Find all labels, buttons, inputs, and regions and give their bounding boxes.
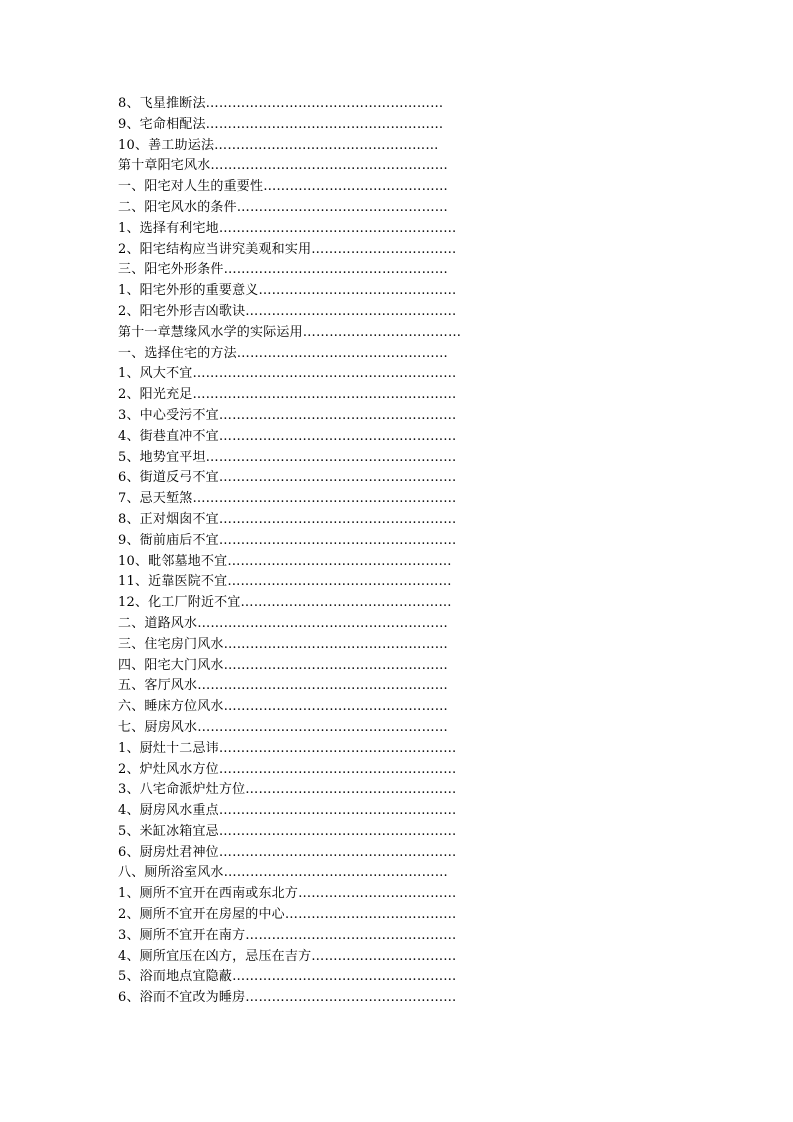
- toc-entry[interactable]: 六、睡床方位风水……………………………………………: [118, 699, 449, 715]
- toc-entry[interactable]: 2、阳宅结构应当讲究美观和实用……………………………: [118, 241, 457, 257]
- table-of-contents: [118, 94, 718, 1009]
- toc-entry[interactable]: 2、厕所不宜开在房屋的中心…………………………………: [118, 907, 457, 923]
- toc-entry[interactable]: 一、选择住宅的方法…………………………………………: [118, 345, 449, 361]
- toc-chapter-heading[interactable]: 第十一章慧缘风水学的实际运用………………………………: [118, 324, 462, 340]
- toc-entry[interactable]: 6、浴而不宜改为睡房…………………………………………: [118, 990, 457, 1006]
- toc-entry[interactable]: 11、近靠医院不宜……………………………………………: [118, 574, 452, 590]
- toc-entry[interactable]: 10、毗邻墓地不宜……………………………………………: [118, 553, 452, 569]
- toc-entry[interactable]: 1、选择有利宅地………………………………………………: [118, 220, 457, 236]
- toc-entry[interactable]: 2、炉灶风水方位………………………………………………: [118, 761, 457, 777]
- toc-entry[interactable]: 5、米缸冰箱宜忌………………………………………………: [118, 823, 457, 839]
- toc-entry[interactable]: 3、八宅命派炉灶方位…………………………………………: [118, 782, 457, 798]
- toc-entry[interactable]: 8、正对烟囱不宜………………………………………………: [118, 511, 457, 527]
- toc-entry[interactable]: 2、阳宅外形吉凶歌诀…………………………………………: [118, 303, 457, 319]
- toc-entry[interactable]: 1、厕所不宜开在西南或东北方………………………………: [118, 886, 457, 902]
- toc-entry[interactable]: 1、阳宅外形的重要意义………………………………………: [118, 283, 457, 299]
- toc-entry[interactable]: 4、街巷直冲不宜………………………………………………: [118, 428, 457, 444]
- toc-entry[interactable]: 4、厨房风水重点………………………………………………: [118, 803, 457, 819]
- toc-entry[interactable]: 2、阳光充足……………………………………………………: [118, 387, 457, 403]
- toc-entry[interactable]: 5、地势宜平坦…………………………………………………: [118, 449, 457, 465]
- toc-entry[interactable]: 10、善工助运法……………………………………………: [118, 137, 439, 153]
- toc-chapter-heading[interactable]: 第十章阳宅风水………………………………………………: [118, 158, 449, 174]
- toc-entry[interactable]: 9、宅命相配法………………………………………………: [118, 116, 444, 132]
- toc-entry[interactable]: 8、飞星推断法………………………………………………: [118, 96, 444, 111]
- toc-entry[interactable]: 1、厨灶十二忌讳………………………………………………: [118, 740, 457, 756]
- toc-entry[interactable]: 5、浴而地点宜隐蔽……………………………………………: [118, 969, 457, 985]
- toc-entry[interactable]: 二、阳宅风水的条件…………………………………………: [118, 199, 449, 215]
- toc-entry[interactable]: 4、厕所宜压在凶方，忌压在吉方……………………………: [118, 948, 457, 964]
- toc-entry[interactable]: 三、住宅房门风水……………………………………………: [118, 636, 449, 652]
- toc-entry[interactable]: 7、忌天堑煞……………………………………………………: [118, 491, 457, 507]
- toc-entry[interactable]: 四、阳宅大门风水……………………………………………: [118, 657, 449, 673]
- toc-entry[interactable]: 八、厕所浴室风水……………………………………………: [118, 865, 449, 881]
- toc-entry[interactable]: 七、厨房风水…………………………………………………: [118, 719, 448, 735]
- toc-entry[interactable]: 五、客厅风水…………………………………………………: [118, 678, 448, 694]
- toc-entry[interactable]: 1、风大不宜……………………………………………………: [118, 366, 457, 382]
- toc-entry[interactable]: 3、中心受污不宜………………………………………………: [118, 407, 457, 423]
- toc-entry[interactable]: 一、阳宅对人生的重要性……………………………………: [118, 179, 449, 195]
- toc-entry[interactable]: 6、街道反弓不宜………………………………………………: [118, 470, 457, 486]
- toc-entry[interactable]: 6、厨房灶君神位………………………………………………: [118, 844, 457, 860]
- toc-entry[interactable]: 12、化工厂附近不宜…………………………………………: [118, 595, 452, 611]
- toc-entry[interactable]: 二、道路风水…………………………………………………: [118, 615, 448, 631]
- toc-entry[interactable]: 9、衙前庙后不宜………………………………………………: [118, 532, 457, 548]
- toc-entry[interactable]: 三、阳宅外形条件……………………………………………: [118, 262, 449, 278]
- toc-entry[interactable]: 3、厕所不宜开在南方…………………………………………: [118, 927, 457, 943]
